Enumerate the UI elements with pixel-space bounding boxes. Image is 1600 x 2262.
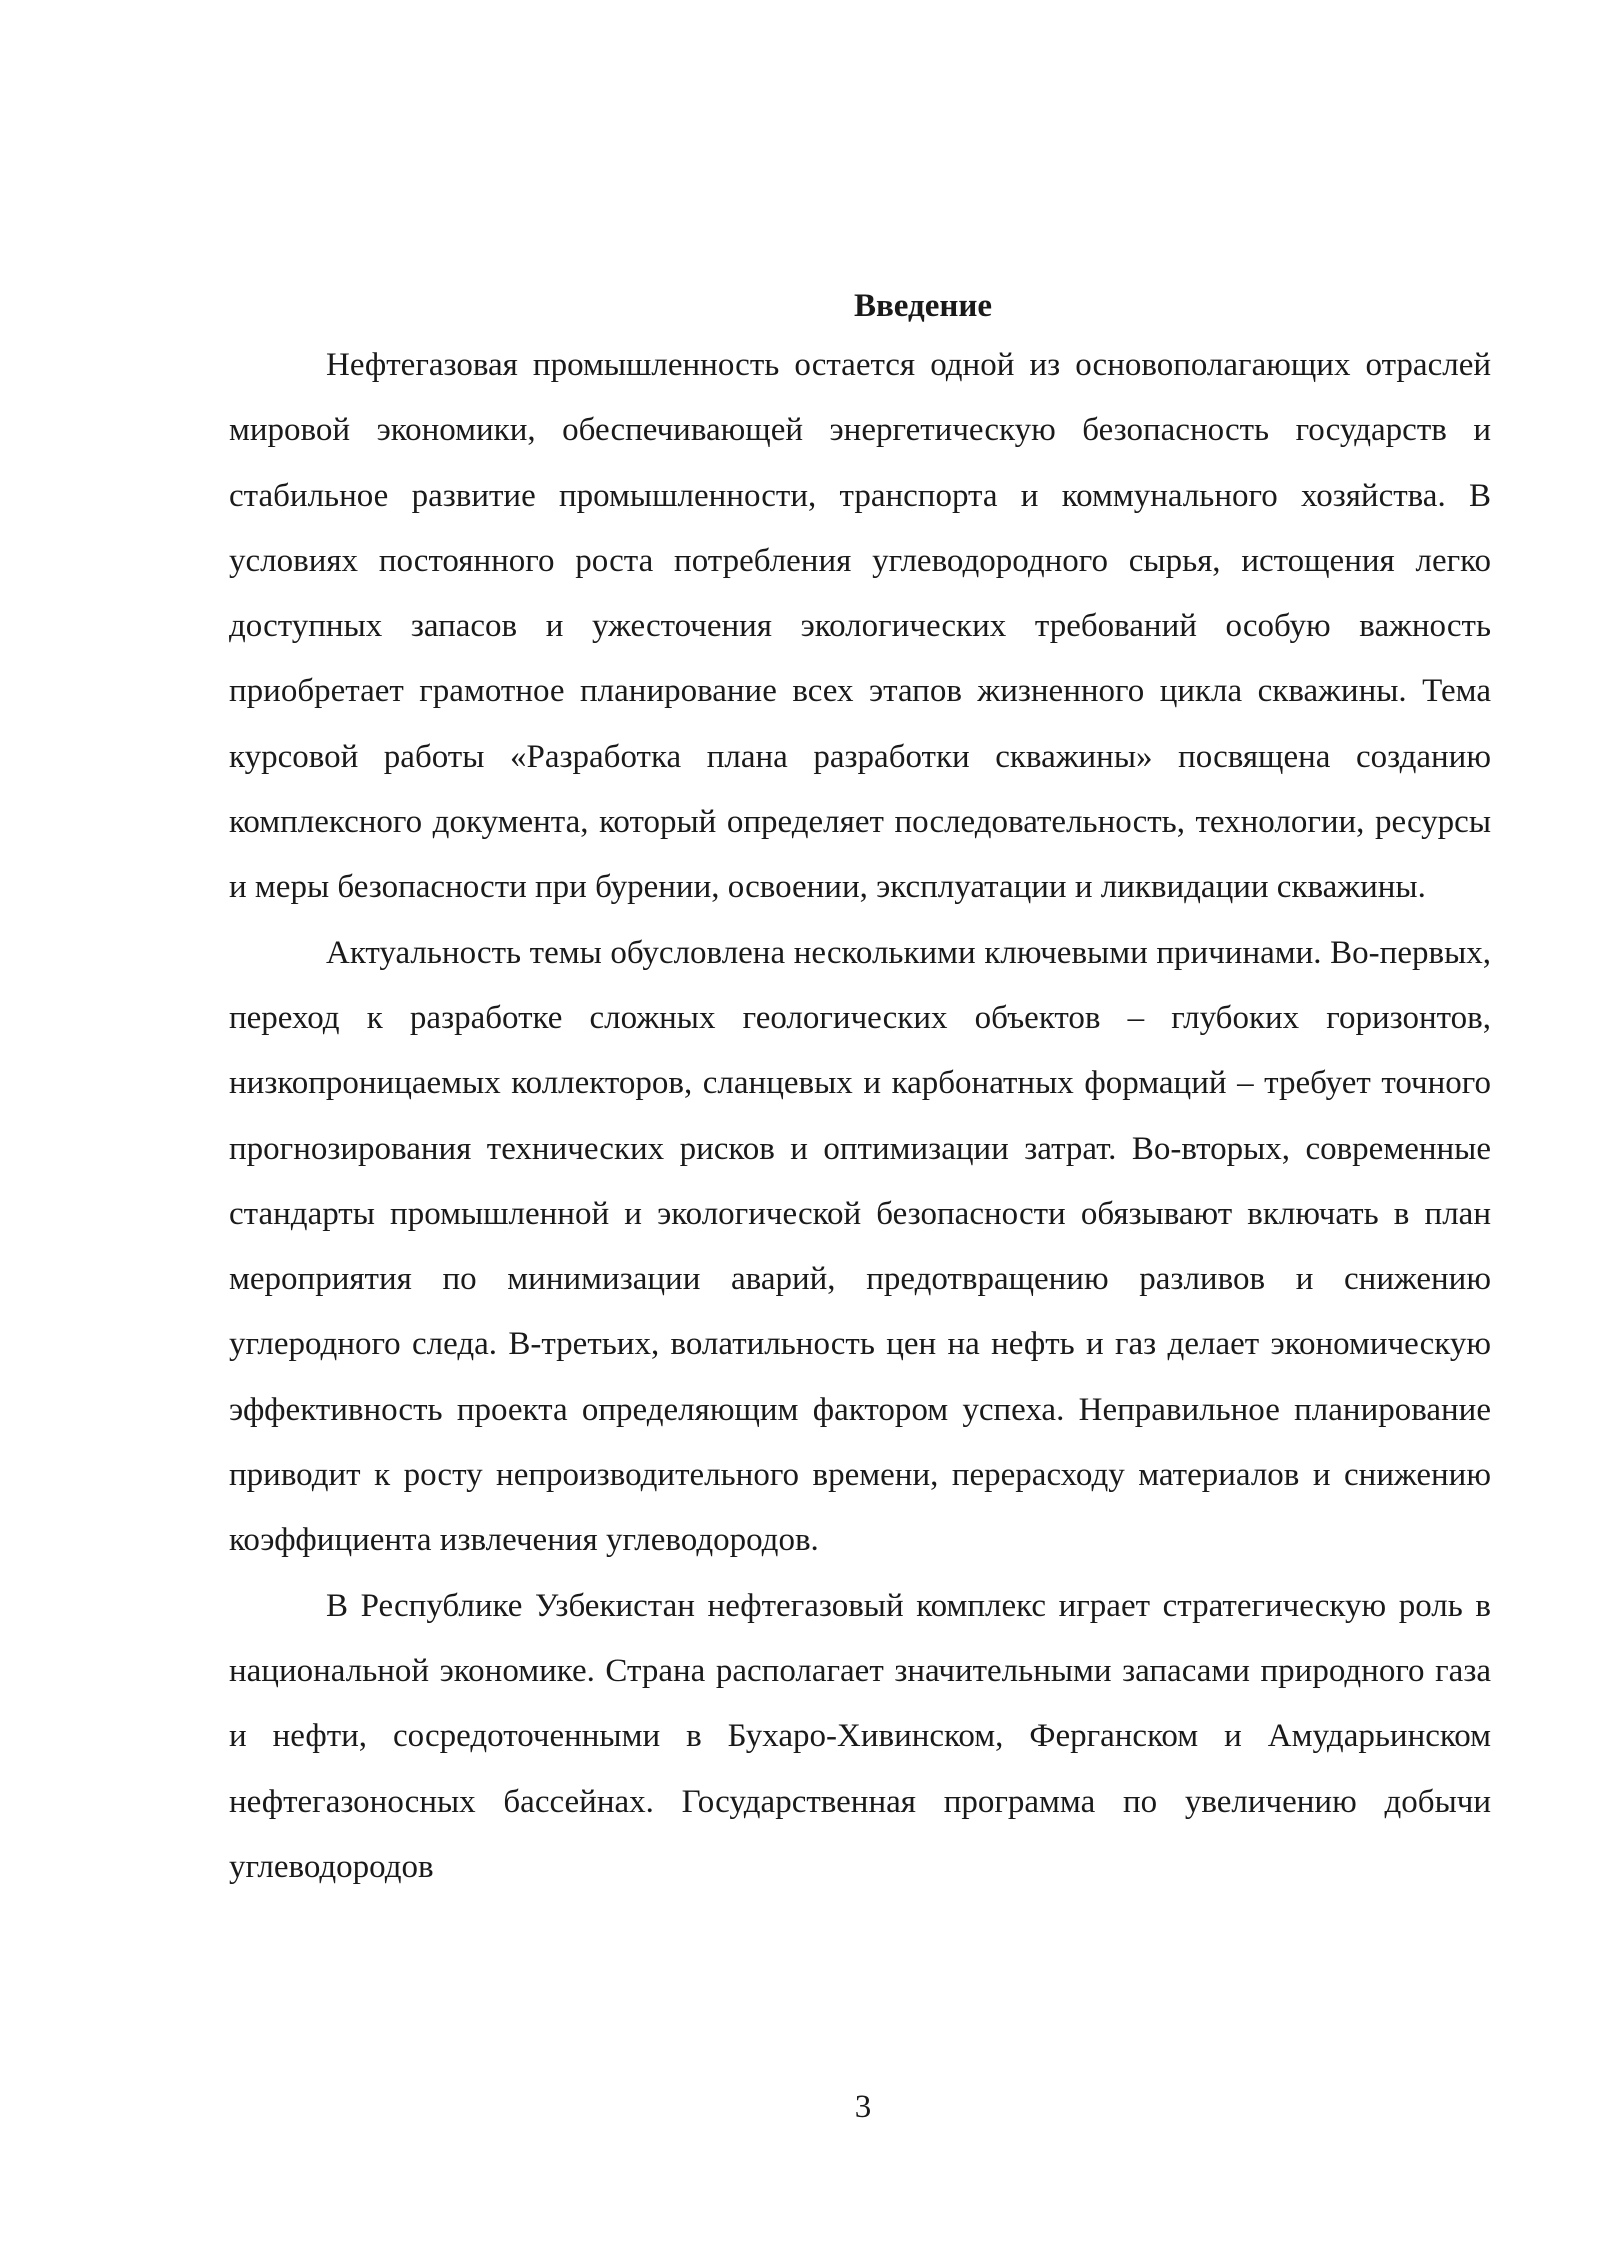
paragraph-relevance: Актуальность темы обусловлена несколькими ключевыми причинами. Во-первых, переход к разработке сложных геологических объектов – глубоких горизонтов, низкопроницаемых коллекторов, сланцевых и карбонатных формаций – требует точного прогнозирования технических рисков и оптимизации затрат. Во-вторых, современные стандарты промышленной и экологической безопасности обязывают включать в план мероприятия по минимизации аварий, предотвращению разливов и снижению углеродного следа. В-третьих, волатильность цен на нефть и газ делает экономическую эффективность проекта определяющим фактором успеха. Неправильное планирование приводит к росту непроизводительного времени, перерасходу материалов и снижению коэффициента извлечения углеводородов. (229, 934, 1491, 1559)
page-body (229, 283, 1491, 1900)
section-heading: Введение (853, 288, 993, 324)
paragraph-introduction: Нефтегазовая промышленность остается одной из основополагающих отраслей мировой экономики, обеспечивающей энергетическую безопасность государств и стабильное развитие промышленности, транспорта и коммунального хозяйства. В условиях постоянного роста потребления углеводородного сырья, истощения легко доступных запасов и ужесточения экологических требований особую важность приобретает грамотное планирование всех этапов жизненного цикла скважины. Тема курсовой работы «Разработка плана разработки скважины» посвящена созданию комплексного документа, который определяет последовательность, технологии, ресурсы и меры безопасности при бурении, освоении, эксплуатации и ликвидации скважины. (229, 347, 1491, 906)
page-number: 3 (854, 2089, 872, 2125)
paragraph-uzbekistan: В Республике Узбекистан нефтегазовый комплекс играет стратегическую роль в национальной экономике. Страна располагает значительными запасами природного газа и нефти, сосредоточенными в Бухаро-Хивинском, Ферганском и Амударьинском нефтегазоносных бассейнах. Государственная программа по увеличению добычи углеводородов (229, 1587, 1491, 1885)
